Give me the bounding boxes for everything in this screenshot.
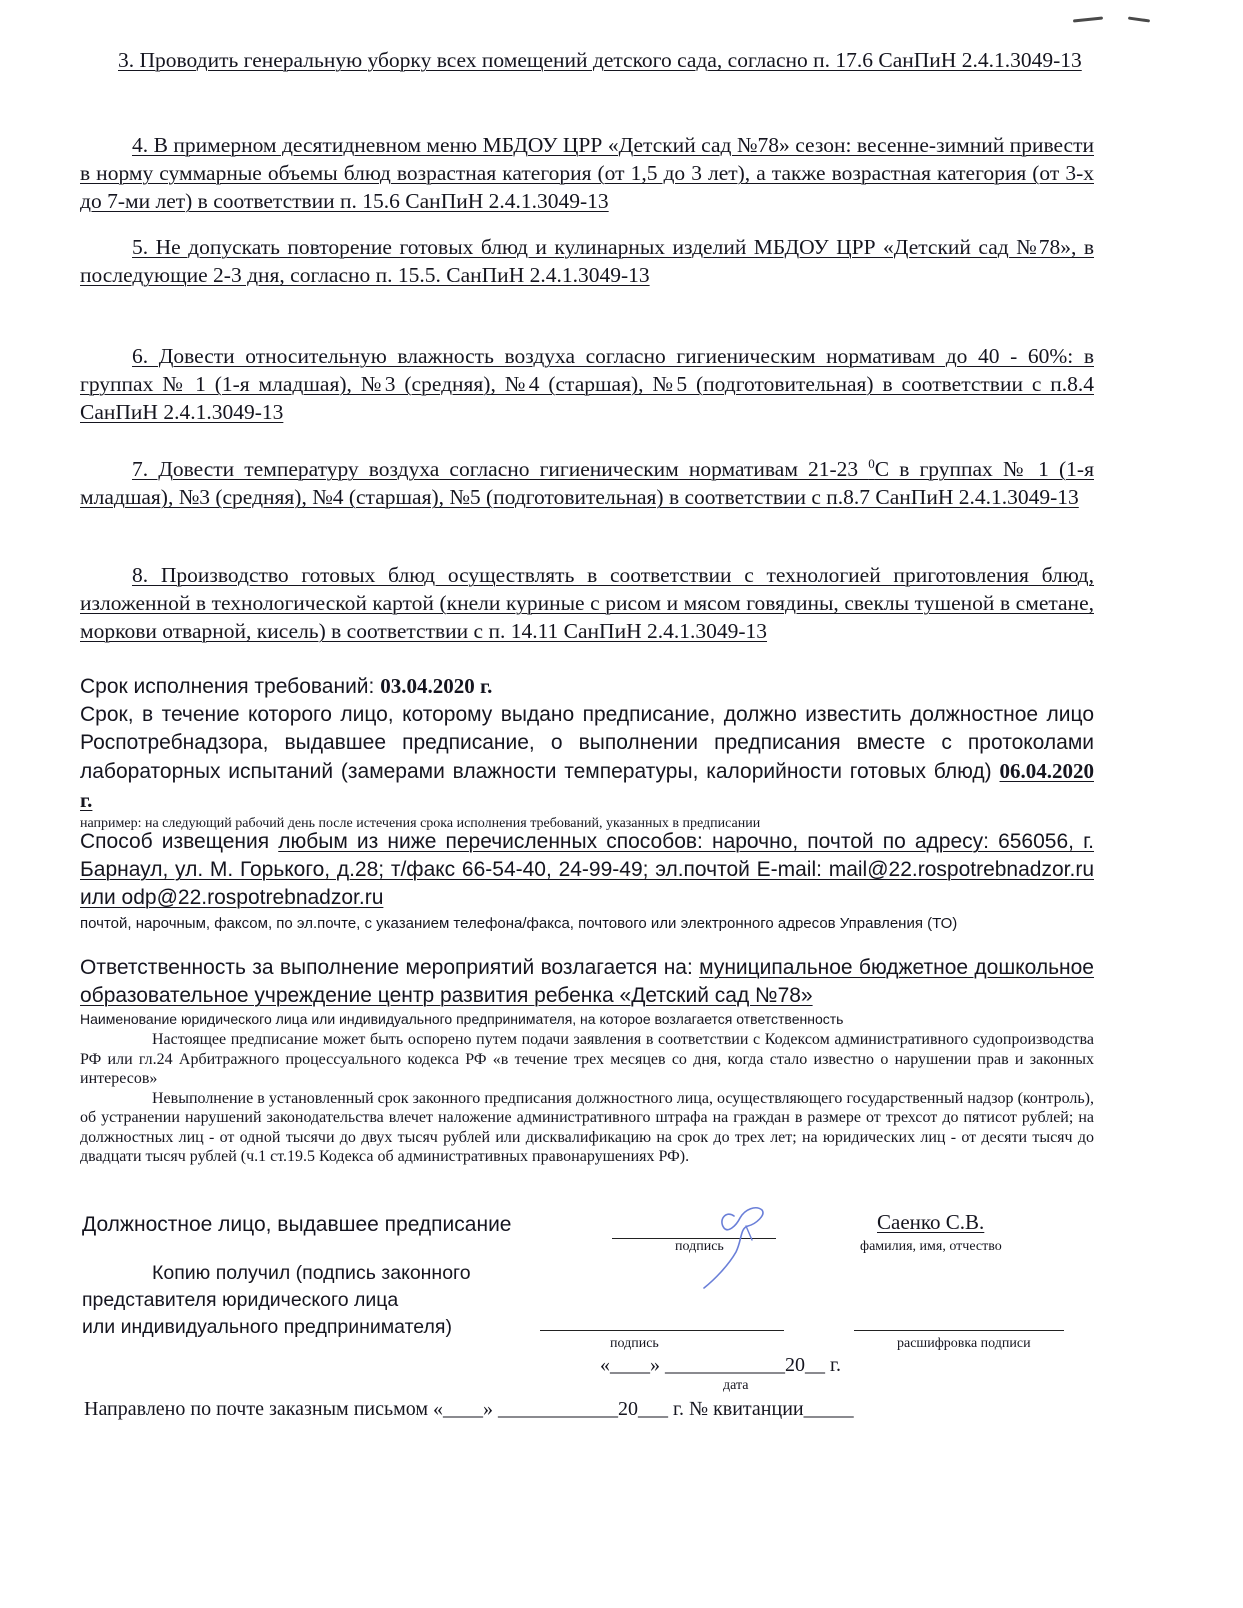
requirement-item-8	[80, 561, 1094, 645]
deadline-date: 03.04.2020 г.	[380, 674, 493, 698]
signature-caption: подпись	[675, 1239, 724, 1254]
requirement-item-3	[80, 46, 1094, 74]
signature-decoding-line[interactable]	[854, 1330, 1064, 1331]
requirement-text: 6. Довести относительную влажность воздуха согласно гигиеническим нормативам до 40 - 60%: в группах № 1 (1-я младшая), №3 (средняя), №4 (старшая), №5 (подготовительная) в соответствии с п.8.4 СанПиН 2.4.1.3049-13	[80, 344, 1094, 424]
notification-label: Способ извещения	[80, 830, 270, 853]
responsibility-line	[80, 954, 1094, 1010]
deadline-label: Срок исполнения требований:	[80, 675, 375, 698]
official-name: Саенко С.В.	[877, 1210, 985, 1234]
name-caption: фамилия, имя, отчество	[860, 1239, 1002, 1254]
requirement-text-part: 7. Довести температуру воздуха согласно гигиеническим нормативам 21-23	[132, 457, 869, 482]
requirement-item-6	[80, 342, 1094, 426]
mailed-line[interactable]: Направлено по почте заказным письмом «____» ____________20___ г. № квитанции_____	[84, 1398, 854, 1420]
scan-artifact-mark	[1073, 16, 1103, 22]
report-text: Срок, в течение которого лицо, которому выдано предписание, должно известить должностное лицо Роспотребнадзора, выдавшее предписание, о выполнении предписания вместе с протоколами лабораторных испытаний (замерами влажности температуры, калорийности готовых блюд)	[80, 703, 1094, 783]
degree-superscript: 0	[868, 456, 875, 471]
recipient-signature-line[interactable]	[540, 1330, 784, 1331]
responsibility-section	[80, 954, 1094, 1029]
legal-paragraph-appeal: Настоящее предписание может быть оспорено путем подачи заявления в соответствии с Кодексом административного судопроизводства РФ или гл.24 Арбитражного процессуального кодекса РФ «в течение трех месяцев со дня, когда стало известно о нарушении прав и законных интересов»	[80, 1031, 1094, 1087]
deadline-section	[80, 672, 1094, 832]
legal-section	[80, 1030, 1094, 1167]
requirement-text-part: С в группах № 1 (1-я младшая), №3 (средняя), №4 (старшая), №5 (подготовительная) в соответствии с п.8.7 СанПиН 2.4.1.3049-13	[80, 457, 1094, 510]
requirement-text: 8. Производство готовых блюд осуществлять в соответствии с технологией приготовления блюд, изложенной в технологической картой (кнели куриные с рисом и мясом говядины, свеклы тушеной в сметане, моркови отварной, кисель) в соответствии с п. 14.11 СанПиН 2.4.1.3049-13	[80, 563, 1094, 643]
copy-received-line: или индивидуального предпринимателя)	[82, 1316, 452, 1338]
requirement-item-5	[80, 233, 1094, 289]
requirement-text: 4. В примерном десятидневном меню МБДОУ ЦРР «Детский сад №78» сезон: весенне-зимний привести в норму суммарные объемы блюд возрастная категория (от 1,5 до 3 лет), а также возрастная категория (от 3-х до 7-ми лет) в соответствии п. 15.6 СанПиН 2.4.1.3049-13	[80, 133, 1094, 213]
received-date-field[interactable]: «____» ____________20__ г.	[600, 1354, 841, 1376]
recipient-signature-caption: подпись	[610, 1336, 659, 1351]
requirement-text	[80, 450, 1094, 511]
report-date: 06.04.2020 г.	[80, 759, 1094, 812]
copy-received-line: представителя юридического лица	[82, 1289, 399, 1311]
report-note: например: на следующий рабочий день после истечения срока исполнения требований, указанных в предписании	[80, 816, 761, 831]
date-caption: дата	[723, 1378, 749, 1393]
requirement-item-4	[80, 131, 1094, 215]
responsibility-note: Наименование юридического лица или индивидуального предпринимателя, на которое возлагается ответственность	[80, 1011, 844, 1027]
report-deadline-text	[80, 701, 1094, 815]
notification-note: почтой, нарочным, факсом, по эл.почте, с указанием телефона/факса, почтового или электронного адресов Управления (ТО)	[80, 915, 958, 932]
notification-section	[80, 828, 1094, 933]
deadline-line	[80, 672, 1094, 701]
requirement-text: 5. Не допускать повторение готовых блюд и кулинарных изделий МБДОУ ЦРР «Детский сад №78», в последующие 2-3 дня, согласно п. 15.5. СанПиН 2.4.1.3049-13	[80, 235, 1094, 287]
requirement-text: 3. Проводить генеральную уборку всех помещений детского сада, согласно п. 17.6 СанПиН 2.4.1.3049-13	[118, 48, 1082, 72]
copy-received-block	[82, 1260, 471, 1341]
signature-decoding-caption: расшифровка подписи	[897, 1336, 1031, 1351]
legal-paragraph-penalty: Невыполнение в установленный срок законного предписания должностного лица, осуществляющего государственный надзор (контроль), об устранении нарушений законодательства влечет наложение административного штрафа на граждан в размере от трехсот до пятисот рублей; на должностных лиц - от одной тысячи до двух тысяч рублей или дисквалификацию на срок до трех лет; на юридических лиц - от десяти тысяч до двадцати тысяч рублей (ч.1 ст.19.5 Кодекса об административных правонарушениях РФ).	[80, 1089, 1094, 1165]
notification-value: любым из ниже перечисленных способов: нарочно, почтой по адресу: 656056, г. Барнаул, ул. М. Горького, д.28; т/факс 66-54-40, 24-99-49; эл.почтой E-mail: mail@22.rospotrebnadzor.ru или odp@22.rospotrebnadzor.ru	[80, 830, 1095, 909]
handwritten-signature-icon	[690, 1196, 780, 1296]
official-label: Должностное лицо, выдавшее предписание	[82, 1213, 512, 1236]
copy-received-line: Копию получил (подпись законного	[152, 1262, 471, 1284]
responsibility-value: муниципальное бюджетное дошкольное образовательное учреждение центр развития ребенка «Детский сад №78»	[80, 956, 1094, 1007]
scan-artifact-mark	[1128, 16, 1150, 22]
requirement-item-7	[80, 450, 1094, 511]
notification-method	[80, 828, 1094, 912]
responsibility-label: Ответственность за выполнение мероприятий возлагается на:	[80, 956, 693, 979]
